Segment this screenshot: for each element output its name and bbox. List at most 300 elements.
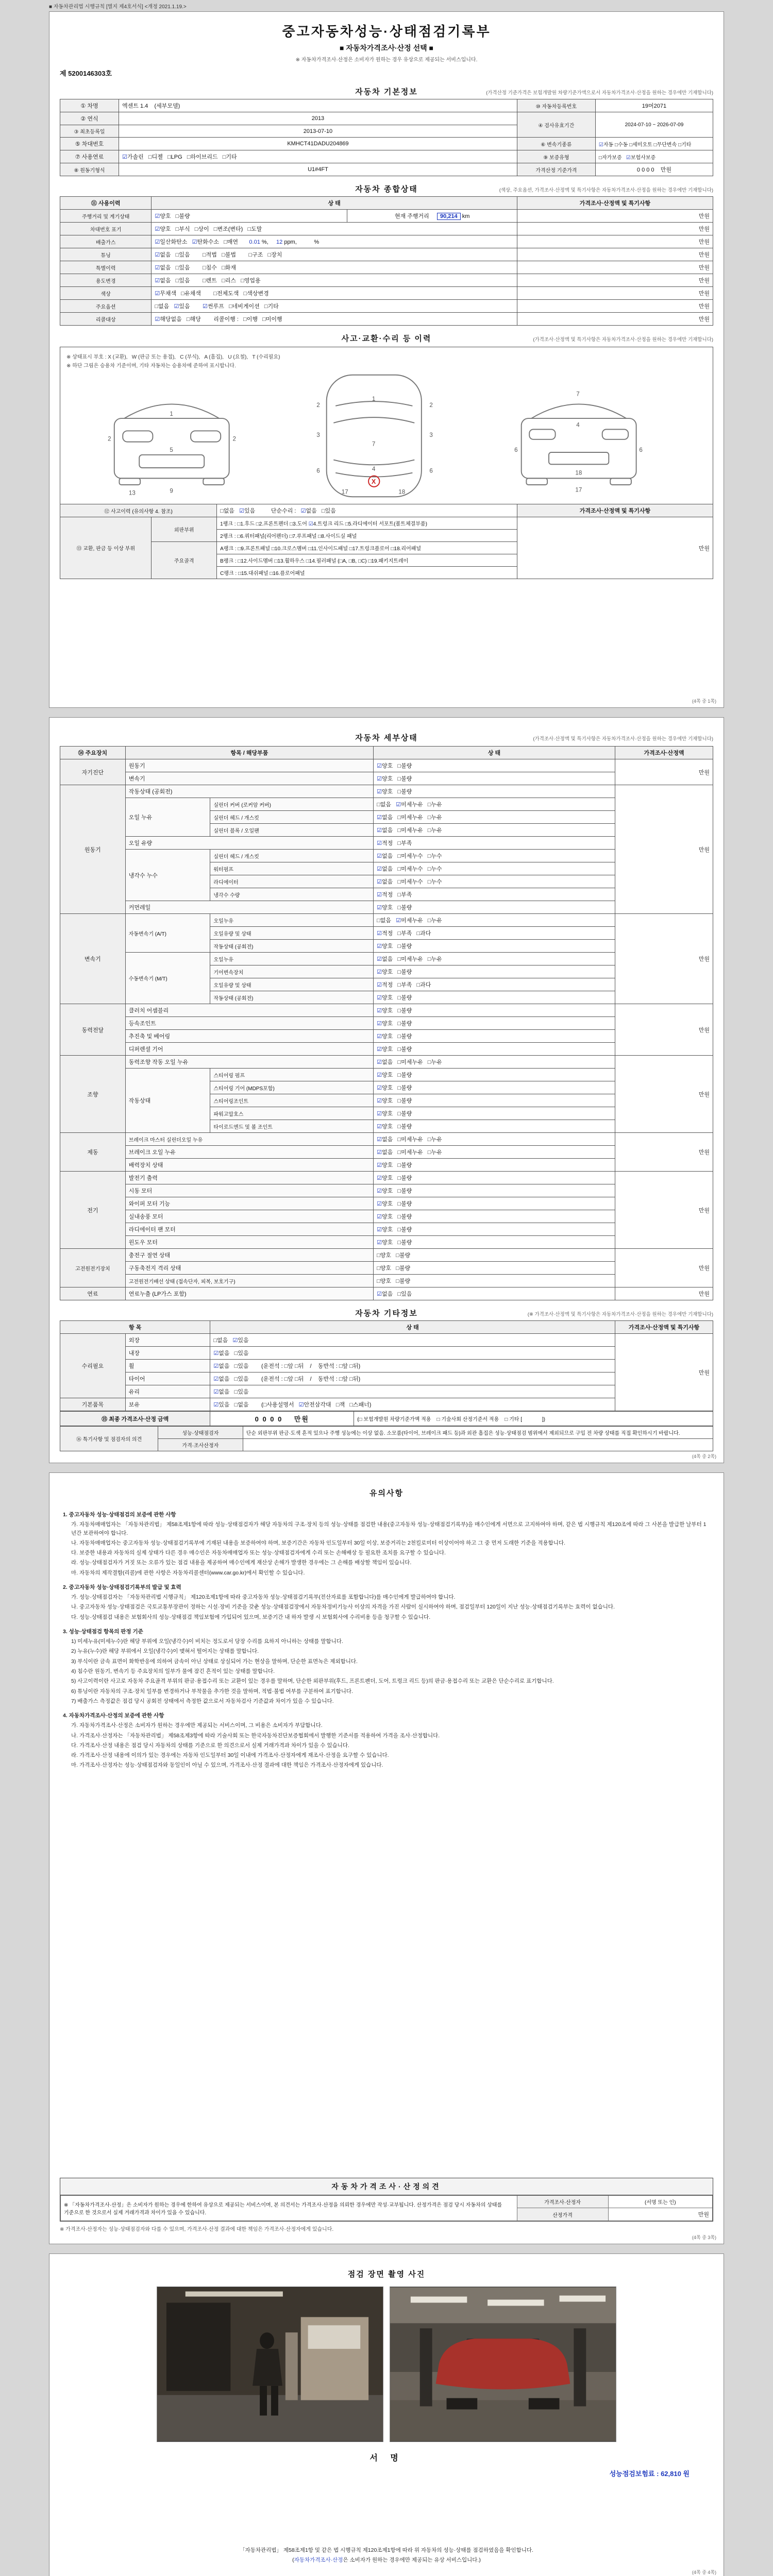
page-4 [49, 2253, 724, 2576]
table-cell: 만원 [517, 300, 713, 313]
table-cell: 만원 [615, 1004, 713, 1056]
table-cell: ⑦ 사용연료 [60, 150, 119, 163]
svg-text:17: 17 [575, 486, 582, 494]
table-cell: 오일유량 및 상태 [210, 978, 374, 991]
fee-label: 성능점검보험료 : [609, 2470, 659, 2478]
table-cell: KMHCT41DADU204869 [119, 138, 517, 150]
table-cell: ☑양호 □불량 [374, 1172, 615, 1184]
table-cell: 외장 [125, 1334, 210, 1347]
svg-text:6: 6 [429, 467, 433, 474]
table-cell: ☑양호 □불량 [374, 991, 615, 1004]
table-cell: ③ 최초등록일 [60, 125, 119, 138]
table-cell: B랭크 : □12.사이드멤버 □13.휠하우스 □14.필러패널 (□A, □B, □C) □19.패키지트레이 [217, 554, 517, 567]
section-notice [60, 1487, 713, 1498]
table-cell: 튜닝 [60, 248, 152, 261]
table-cell: ☑양호 □불량 [374, 940, 615, 953]
table-cell: 만원 [615, 1133, 713, 1172]
section-note-overall: (색상, 주요옵션, 가격조사·산정액 및 특기사항은 자동차가격조사·산정을 원하는 경우에만 기재합니다) [499, 188, 713, 193]
table-cell: ☑없음 □있음 □적법 □불법 □구조 □장치 [152, 248, 517, 261]
table-cell: 1랭크 : □1.후드 □2.프론트펜더 □3.도어 ☑4.트렁크 리드 □5.라디에이터 서포트(볼트체결부품) [217, 517, 517, 530]
table-cell: ☑양호 □불량 [374, 1030, 615, 1043]
table-cell: 실내송풍 모터 [125, 1210, 373, 1223]
inspector-opinion-table [60, 1426, 713, 1451]
table-cell: ☑양호 □불량 [374, 1107, 615, 1120]
table-cell: 산정가격 [517, 2208, 608, 2221]
table-cell: ⑤ 차대번호 [60, 138, 119, 150]
section-note-basic: (가격산정 기준가격은 보험개발원 차량기준가액으로서 자동차가격조사·산정을 원하는 경우에만 기재합니다) [486, 90, 713, 96]
table-cell: 보유 [125, 1398, 210, 1411]
table-cell: 브레이크 오일 누유 [125, 1146, 373, 1159]
svg-text:7: 7 [372, 440, 376, 448]
table-cell: ☑없음 □있음 (운전석 : □앞 □뒤 / 동반석 : □앞 □뒤) [210, 1360, 615, 1372]
section-title-overall: 자동차 종합상태 [355, 185, 418, 194]
table-cell: 와이퍼 모터 기능 [125, 1197, 373, 1210]
page-number: (4쪽 중 4쪽) [692, 2570, 716, 2575]
table-cell [243, 1439, 713, 1451]
table-cell: (□ 보험개발원 차량기준가액 적용 □ 기술사회 산정기준서 적용 □ 기타 [ ]) [354, 1412, 713, 1426]
table-cell: 작동상태 (공회전) [210, 991, 374, 1004]
svg-text:2: 2 [108, 435, 111, 443]
damage-code-legend: ※ 상태표시 부호 : X (교환), W (판금 또는 용접), C (부식), A (흠집), U (요철), T (수리필요) [66, 354, 280, 360]
inspection-photo-right [390, 2286, 616, 2442]
table-cell: ☑양호 □불량 [374, 1184, 615, 1197]
table-cell: 오일 유량 [125, 837, 373, 850]
table-cell: ☑없음 □있음 [210, 1385, 615, 1398]
svg-text:2: 2 [429, 401, 433, 409]
table-cell: ☑양호 □불량 [374, 772, 615, 785]
svg-text:4: 4 [576, 421, 580, 429]
table-cell: ☑가솔린 □디젤 □LPG □하이브리드 □기타 [119, 150, 517, 163]
svg-text:5: 5 [170, 447, 173, 454]
table-cell: 특별이력 [60, 261, 152, 274]
document-header [60, 19, 713, 64]
table-cell: 타이로드엔드 및 볼 조인트 [210, 1120, 374, 1133]
table-cell: 스티어링 기어 (MDPS포함) [210, 1081, 374, 1094]
notice-line: 가. 자동차매매업자는 「자동차관리법」 제58조제1항에 따라 성능·상태점검자가 해당 자동차의 구조·장치 등의 성능·상태를 점검한 내용(중고자동차 성능·상태점검기록부)을 매수인에게 서면으로 고지하여야 하며, 같은 법 시행규칙 제120조에 따라 그 사본을 발급한 날부터 1년간 보관하여야 합니다. [71, 1521, 707, 1536]
table-cell: 만원 [517, 313, 713, 326]
table-cell: 구동축전지 격리 상태 [125, 1262, 373, 1275]
section-title-etc: 자동차 기타정보 [355, 1309, 418, 1318]
table-cell: ☑양호 □불량 [374, 1017, 615, 1030]
table-cell: 등속조인트 [125, 1017, 373, 1030]
table-cell: 파워고압호스 [210, 1107, 374, 1120]
svg-text:1: 1 [170, 411, 173, 418]
final-price-table [60, 1411, 713, 1426]
document-header-note: ※ 자동차가격조사·산정은 소비자가 원하는 경우 유상으로 제공되는 서비스입니다. [295, 57, 478, 63]
notice-line: 1) 미세누유(미세누수)란 해당 부위에 오일(냉각수)이 비치는 정도로서 당장 수리를 요하지 아니하는 상태를 말합니다. [71, 1638, 343, 1645]
table-cell: ☑양호 □부식 □상이 □변조(변타) □도말 [152, 223, 517, 235]
table-cell: 배출가스 [60, 235, 152, 248]
table-cell: 만원 [517, 248, 713, 261]
table-cell: 가격조사·산정액 및 특기사항 [517, 504, 713, 517]
section-note-etc: (※ 가격조사·산정액 및 특기사항은 자동차가격조사·산정을 원하는 경우에만 기재합니다) [527, 1312, 713, 1317]
table-cell: 단순 외판부위 판금·도색 흔적 있으나 주행 성능에는 이상 없음. 소모품(타이어, 브레이크 패드 등)과 외관 흠집은 성능·상태점검 범위에서 제외되므로 구입 전 차량 상태를 직접 확인하시기 바랍니다. [243, 1427, 713, 1439]
table-cell: 실린더 헤드 / 개스킷 [210, 811, 374, 824]
table-cell: 만원 [517, 274, 713, 287]
table-cell: 원동기 [60, 785, 126, 914]
table-cell: 고전원전기장치 [60, 1249, 126, 1287]
table-cell: 연료 [60, 1287, 126, 1300]
table-cell: ⑮ 최종 가격조사·산정 금액 [60, 1412, 210, 1426]
table-cell: ⑬ 교환, 판금 등 이상 부위 [60, 517, 152, 579]
notice-line: 나. 가격조사·산정자는 「자동차관리법」 제58조제3항에 따라 기술사회 또는 한국자동차진단보증협회에서 발행한 기준서를 적용하여 가격을 조사·산정합니다. [71, 1732, 440, 1739]
table-cell: ☑적정 □부족 □과다 [374, 927, 615, 940]
table-cell: 라디에이터 팬 모터 [125, 1223, 373, 1236]
table-cell: 엑센트 1.4 (세부모델) [119, 99, 517, 112]
table-cell: 외판부위 [152, 517, 217, 542]
section-etc [60, 1308, 713, 1318]
table-cell: ☑있음 □없음 (□사용설명서 ☑안전삼각대 □잭 □스패너) [210, 1398, 615, 1411]
svg-text:X: X [371, 478, 376, 486]
notice-line: 5) 사고이력이란 사고로 자동차 주요골격 부위의 판금·용접수리 또는 교환이 있는 경우를 말하며, 단순한 외판부위(후드, 프론트펜더, 도어, 트렁크 리드 등)의 판금·용접수리 또는 교환은 단순수리로 표기합니다. [71, 1678, 554, 1685]
notice-line: 나. 중고자동차 성능·상태점검은 국토교통부장관이 정하는 시설·장비 기준을 갖춘 성능·상태점검장에서 자동차정비기능사 이상의 자격을 가진 사람이 실시하여야 하며, 점검일부터 120일이 지난 성능·상태점검기록부는 효력이 없습니다. [71, 1604, 615, 1611]
table-cell: ⑪ 사용이력 [60, 197, 152, 210]
table-cell: □양호 □불량 [374, 1262, 615, 1275]
table-cell: 상 태 [374, 747, 615, 759]
table-cell: ☑없음 □있음 [374, 1287, 615, 1300]
signature-title: 서 명 [369, 2454, 404, 2463]
table-cell: ☑양호 □불량 [374, 1159, 615, 1172]
table-cell: 만원 [615, 1056, 713, 1133]
table-cell: 2랭크 : □6.쿼터패널(리어펜더) □7.루프패널 □8.사이드실 패널 [217, 530, 517, 542]
table-cell: ⑫ 사고이력 (유의사항 4. 참조) [60, 504, 217, 517]
table-cell: 수리필요 [60, 1334, 126, 1398]
table-cell: ☑없음 □미세누유 □누유 [374, 1146, 615, 1159]
table-cell: 오일 누유 [125, 798, 210, 837]
table-cell: 항목 / 해당부품 [125, 747, 373, 759]
table-cell: 자동변속기 (A/T) [125, 914, 210, 953]
notice-line: 7) 배출가스 측정값은 점검 당시 공회전 상태에서 측정한 값으로서 자동차검사 기준값과 차이가 있을 수 있습니다. [71, 1698, 334, 1704]
table-cell: 만원 [615, 1172, 713, 1249]
table-cell: 19머2071 [595, 99, 713, 112]
notice-line: 다. 성능·상태점검 내용은 보험회사의 성능·상태점검 책임보험에 가입되어 있으며, 보증기간 내 하자 발생 시 보험회사에 수리비용 등을 청구할 수 있습니다. [71, 1614, 431, 1620]
table-cell: 만원 [615, 1334, 713, 1411]
table-cell: 내장 [125, 1347, 210, 1360]
table-cell: ⑥ 변속기종류 [517, 138, 595, 150]
table-cell: 브레이크 마스터 실린더오일 누유 [125, 1133, 373, 1146]
section-note-detail: (가격조사·산정액 및 특기사항은 자동차가격조사·산정을 원하는 경우에만 기재합니다) [533, 736, 713, 742]
price-opinion-title: 자동차가격조사·산정의견 [60, 2178, 713, 2195]
table-cell: ※ 「자동차가격조사·산정」은 소비자가 원하는 경우에 한하여 유상으로 제공되는 서비스이며, 본 의견서는 가격조사·산정을 의뢰한 경우에만 작성·교부됩니다. 산정가격은 점검 당시 자동차의 상태를 기준으로 한 것으로서 실제 거래가격과 차이가 있을 수 있습니다. [61, 2196, 517, 2221]
table-cell: 만원 [517, 235, 713, 248]
table-cell: ⑯ 특기사항 및 점검자의 의견 [60, 1427, 158, 1451]
section-photos [60, 2268, 713, 2279]
section-title-detail: 자동차 세부상태 [355, 734, 418, 742]
svg-text:2: 2 [316, 401, 320, 409]
table-cell: 유리 [125, 1385, 210, 1398]
table-cell: 상 태 [152, 197, 517, 210]
table-cell: □없음 ☑있음 단순수리 : ☑없음 □있음 [217, 504, 517, 517]
table-cell: ☑양호 □불량 [374, 1069, 615, 1081]
page-1 [49, 11, 724, 708]
table-cell: 변속기 [125, 772, 373, 785]
table-cell: 기어변속장치 [210, 965, 374, 978]
notice-line: 4) 침수란 원동기, 변속기 등 주요장치의 일부가 물에 잠긴 흔적이 있는 상태를 말합니다. [71, 1668, 275, 1674]
table-cell: 주행거리 및 계기상태 [60, 210, 152, 223]
table-cell: ☑양호 □불량 [374, 1043, 615, 1056]
table-cell: ⑧ 원동기형식 [60, 163, 119, 176]
table-cell: ② 연식 [60, 112, 119, 125]
svg-text:7: 7 [576, 391, 580, 398]
legal-line-2: (자동차가격조사·산정은 소비자가 원하는 경우에만 제공되는 유상 서비스입니다.) [292, 2557, 481, 2564]
table-cell: 0 0 0 0 만원 [595, 163, 713, 176]
table-cell: 기본품목 [60, 1398, 126, 1411]
table-cell: 실린더 헤드 / 개스킷 [210, 850, 374, 862]
table-cell: 시동 모터 [125, 1184, 373, 1197]
table-cell: ☑없음 □있음 [210, 1347, 615, 1360]
page-number: (4쪽 중 3쪽) [692, 2235, 716, 2240]
table-cell: 타이어 [125, 1372, 210, 1385]
table-cell: ☑적정 □부족 [374, 837, 615, 850]
table-cell: ☑양호 □불량 [374, 901, 615, 914]
svg-text:4: 4 [372, 465, 376, 472]
notice-line: 다. 가격조사·산정 내용은 점검 당시 자동차의 상태를 기준으로 한 의견으로서 실제 거래가격과 차이가 있을 수 있습니다. [71, 1742, 349, 1749]
table-cell: 클러치 어셈블리 [125, 1004, 373, 1017]
table-cell: 충전구 절연 상태 [125, 1249, 373, 1262]
svg-text:18: 18 [398, 488, 406, 496]
table-cell: 상 태 [210, 1321, 615, 1334]
table-cell: C랭크 : □15.대쉬패널 □16.플로어패널 [217, 567, 517, 579]
price-opinion-box [60, 2178, 713, 2222]
svg-text:6: 6 [514, 447, 518, 454]
table-cell: □양호 □불량 [374, 1275, 615, 1287]
table-cell: ☑양호 □불량 [374, 1197, 615, 1210]
price-opinion-table [60, 2195, 713, 2221]
table-cell: 현재 주행거리 90,214 km [347, 210, 517, 223]
table-cell: 고전원전기배선 상태 (접속단자, 피복, 보호기구) [125, 1275, 373, 1287]
car-damage-diagram-box [60, 347, 713, 504]
table-cell: 0 0 0 0 만원 [210, 1412, 354, 1426]
etc-info-table [60, 1320, 713, 1411]
table-cell: ⑭ 주요장치 [60, 747, 126, 759]
table-cell: U1#4FT [119, 163, 517, 176]
table-cell: ☑양호 □불량 [374, 965, 615, 978]
front-view-part-numbers [108, 411, 236, 496]
svg-text:6: 6 [639, 447, 643, 454]
table-cell: ☑양호 □불량 [374, 785, 615, 798]
table-cell: ☑양호 □불량 [374, 1094, 615, 1107]
table-cell: 만원 [615, 759, 713, 785]
page-number: (4쪽 중 2쪽) [692, 1454, 716, 1459]
table-cell: 동력조향 작동 오일 누유 [125, 1056, 373, 1069]
overall-condition-table [60, 196, 713, 326]
section-note-accident: (가격조사·산정액 및 특기사항은 자동차가격조사·산정을 원하는 경우에만 기재합니다) [533, 337, 713, 343]
accident-history-table [60, 504, 713, 579]
table-cell: 휠 [125, 1360, 210, 1372]
table-cell: 만원 [615, 1287, 713, 1300]
table-cell: ☑양호 □불량 [374, 1120, 615, 1133]
table-cell: 스티어링조인트 [210, 1094, 374, 1107]
table-cell: 동력전달 [60, 1004, 126, 1056]
document-number: 제 5200146303호 [60, 70, 112, 77]
table-cell: 오일누유 [210, 914, 374, 927]
svg-text:3: 3 [429, 431, 433, 438]
page-number: (4쪽 중 1쪽) [692, 699, 716, 704]
fee-value: 62,810 원 [661, 2470, 690, 2478]
inspection-insurance-fee [60, 2468, 713, 2478]
notice-line: 1. 중고자동차 성능·상태점검의 보증에 관한 사항 [63, 1512, 176, 1518]
table-cell: ☑없음 □미세누유 □누유 [374, 824, 615, 837]
table-cell: 작동상태 (공회전) [210, 940, 374, 953]
svg-text:2: 2 [232, 435, 236, 443]
table-cell: 원동기 [125, 759, 373, 772]
svg-text:1: 1 [372, 396, 376, 403]
table-cell: 주요옵션 [60, 300, 152, 313]
table-cell: □없음 ☑미세누유 □누유 [374, 798, 615, 811]
table-cell: ☑양호 □불량 [152, 210, 347, 223]
table-cell: 만원 [517, 261, 713, 274]
table-cell: 실린더 블록 / 오일팬 [210, 824, 374, 837]
basic-info-table [60, 99, 713, 176]
table-cell: ☑없음 □미세누수 □누수 [374, 850, 615, 862]
table-cell: ☑양호 □불량 [374, 1236, 615, 1249]
table-cell: 제동 [60, 1133, 126, 1172]
damage-diagram-note: ※ 하단 그림은 승용차 기준이며, 기타 자동차는 승용차에 준하여 표시합니다. [66, 363, 236, 369]
section-overall [60, 183, 713, 194]
table-cell: 가격조사·산정액 및 특기사항 [517, 197, 713, 210]
table-cell: 작동상태 (공회전) [125, 785, 373, 798]
table-cell: 2024-07-10 ~ 2026-07-09 [595, 112, 713, 138]
notice-line: 라. 가격조사·산정 내용에 이의가 있는 경우에는 자동차 인도일부터 30일 이내에 가격조사·산정자에게 재조사·산정을 요구할 수 있습니다. [71, 1752, 389, 1759]
table-cell: 주요골격 [152, 542, 217, 579]
table-cell: 만원 [517, 210, 713, 223]
table-cell: ④ 검사유효기간 [517, 112, 595, 138]
table-cell: 냉각수 누수 [125, 850, 210, 901]
svg-text:13: 13 [128, 489, 136, 497]
table-cell: □없음 ☑있음 [210, 1334, 615, 1347]
table-cell: 만원 [615, 914, 713, 1004]
inspection-photo-left [157, 2286, 383, 2442]
svg-text:18: 18 [575, 469, 582, 477]
table-cell: 냉각수 수량 [210, 888, 374, 901]
table-cell: ☑양호 □불량 [374, 1210, 615, 1223]
table-cell: 만원 [517, 517, 713, 579]
table-cell: ☑일산화탄소 ☑탄화수소 □매연 0.01 %, 12 ppm, % [152, 235, 517, 248]
table-cell: ☑없음 □미세누수 □누수 [374, 862, 615, 875]
table-cell: 차대번호 표기 [60, 223, 152, 235]
table-cell: 변속기 [60, 914, 126, 1004]
table-cell: 디퍼렌셜 기어 [125, 1043, 373, 1056]
table-cell: 가격·조사산정자 [158, 1439, 243, 1451]
table-cell: 2013 [119, 112, 517, 125]
table-cell: 리콜대상 [60, 313, 152, 326]
table-cell: ☑없음 □미세누유 □누유 [374, 811, 615, 824]
table-cell: ☑양호 □불량 [374, 1081, 615, 1094]
svg-text:17: 17 [341, 488, 348, 496]
table-cell: ☑없음 □미세누수 □누수 [374, 875, 615, 888]
table-cell: 배력장치 상태 [125, 1159, 373, 1172]
notice-line: 나. 자동차매매업자는 중고자동차 성능·상태점검기록부에 기재된 내용을 보증하여야 하며, 보증기간은 자동차 인도일부터 30일 이상, 보증거리는 2천킬로미터 이상이어야 하고 그 중 먼저 도래한 기준을 적용합니다. [71, 1539, 566, 1546]
svg-text:6: 6 [316, 467, 320, 474]
table-cell: □없음 ☑미세누유 □누유 [374, 914, 615, 927]
table-cell: ☑없음 □있음 (운전석 : □앞 □뒤 / 동반석 : □앞 □뒤) [210, 1372, 615, 1385]
table-cell: 2013-07-10 [119, 125, 517, 138]
notice-line: 2. 중고자동차 성능·상태점검기록부의 발급 및 효력 [63, 1584, 181, 1590]
table-cell: 연료누출 (LP가스 포함) [125, 1287, 373, 1300]
table-cell: 추진축 및 베어링 [125, 1030, 373, 1043]
table-cell: 오일누유 [210, 953, 374, 965]
photo-car-on-lift [390, 2287, 616, 2442]
photo-workshop-inspector [157, 2287, 383, 2442]
section-accident [60, 333, 713, 344]
notice-line: 2) 누유(누수)란 해당 부위에서 오일(냉각수)이 맺혀서 떨어지는 상태를 말합니다. [71, 1648, 259, 1655]
price-opinion-footnote: ※ 가격조사·산정자는 성능·상태점검자와 다를 수 있으며, 가격조사·산정 결과에 대한 책임은 가격조사·산정자에게 있습니다. [60, 2227, 334, 2232]
inspection-photos [60, 2286, 713, 2442]
table-cell: ☑없음 □미세누유 □누유 [374, 953, 615, 965]
section-basic-info [60, 86, 713, 97]
table-cell: (서명 또는 인) [608, 2196, 712, 2208]
table-cell: ☑없음 □있음 □침수 □화재 [152, 261, 517, 274]
table-cell: 수동변속기 (M/T) [125, 953, 210, 1004]
table-cell: ☑자동 □수동 □세미오토 □무단변속 □기타 [595, 138, 713, 150]
table-cell: 만원 [517, 223, 713, 235]
notice-line: 마. 가격조사·산정자는 성능·상태점검자와 동일인이 아닐 수 있으며, 가격조사·산정 결과에 대한 책임은 가격조사·산정자에게 있습니다. [71, 1762, 383, 1769]
page-2 [49, 717, 724, 1463]
table-cell: 오일유량 및 상태 [210, 927, 374, 940]
legal-line-1: 「자동차관리법」 제58조제1항 및 같은 법 시행규칙 제120조제1항에 따라 위 자동차의 성능·상태를 점검하였음을 확인합니다. [240, 2547, 533, 2554]
notice-line: 다. 보증한 내용과 자동차의 실제 상태가 다른 경우 매수인은 자동차매매업자 또는 성능·상태점검자에게 수리 또는 손해배상 등 필요한 조치를 요구할 수 있습니다. [71, 1550, 446, 1556]
table-cell: 용도변경 [60, 274, 152, 287]
table-cell: □자가보증 ☑보험사보증 [595, 150, 713, 163]
notice-line: 4. 자동차가격조사·산정의 보증에 관한 사항 [63, 1713, 164, 1719]
table-cell: ☑없음 □있음 □렌트 □리스 □영업용 [152, 274, 517, 287]
table-cell: ☑양호 □불량 [374, 1223, 615, 1236]
table-cell: 워터펌프 [210, 862, 374, 875]
table-cell: 색상 [60, 287, 152, 300]
section-title-basic: 자동차 기본정보 [355, 88, 418, 96]
table-cell: 커먼레일 [125, 901, 373, 914]
table-cell: 스티어링 펌프 [210, 1069, 374, 1081]
table-cell: ☑적정 □부족 □과다 [374, 978, 615, 991]
section-title-notice: 유의사항 [369, 1489, 404, 1498]
table-cell: 항 목 [60, 1321, 210, 1334]
table-cell: ⑩ 자동차등록번호 [517, 99, 595, 112]
table-cell: 조향 [60, 1056, 126, 1133]
table-cell: ① 차명 [60, 99, 119, 112]
table-cell: 가격조사·산정액 [615, 747, 713, 759]
table-cell: ☑양호 □불량 [374, 1004, 615, 1017]
table-cell: ☑해당없음 □해당 리콜이행 : □이행 □미이행 [152, 313, 517, 326]
table-cell: ⑨ 보증유형 [517, 150, 595, 163]
form-reference: ■ 자동차관리법 시행규칙 [별지 제4호서식] <개정 2021.1.19.> [49, 4, 187, 10]
table-cell: □양호 □불량 [374, 1249, 615, 1262]
svg-text:3: 3 [316, 431, 320, 438]
table-cell: 작동상태 [125, 1069, 210, 1133]
section-title-photos: 점검 장면 촬영 사진 [347, 2270, 426, 2279]
table-cell: ☑무채색 □유채색 □전체도색 □색상변경 [152, 287, 517, 300]
notice-line: 6) 튜닝이란 자동차의 구조·장치 일부를 변경하거나 부착물을 추가한 것을 말하며, 적법·불법 여부를 구분하여 표기합니다. [71, 1688, 353, 1694]
table-cell: 윈도우 모터 [125, 1236, 373, 1249]
svg-text:9: 9 [170, 487, 173, 495]
document-subtitle: ■ 자동차가격조사·산정 선택 ■ [339, 44, 433, 52]
section-detail [60, 732, 713, 743]
table-cell: 만원 [615, 785, 713, 914]
table-cell: 자기진단 [60, 759, 126, 785]
table-cell: □없음 ☑있음 ☑썬루프 □네비게이션 □기타 [152, 300, 517, 313]
page-3 [49, 1472, 724, 2244]
detail-condition-table [60, 746, 713, 1300]
notice-line: 가. 성능·상태점검자는 「자동차관리법 시행규칙」 제120조제1항에 따라 중고자동차 성능·상태점검기록부(전산자료를 포함합니다)를 매수인에게 발급하여야 합니다. [71, 1594, 456, 1601]
table-cell: 전기 [60, 1172, 126, 1249]
table-cell: 성능·상태점검자 [158, 1427, 243, 1439]
table-cell: 실린더 커버 (로커암 커버) [210, 798, 374, 811]
notice-line: 라. 성능·상태점검자가 거짓 또는 오류가 있는 점검 내용을 제공하여 매수인에게 재산상 손해가 발생한 경우에는 그 손해를 배상할 책임이 있습니다. [71, 1560, 412, 1566]
table-cell: A랭크 : □9.프론트패널 □10.크로스멤버 □11.인사이드패널 □17.트렁크플로어 □18.리어패널 [217, 542, 517, 554]
table-cell: 발전기 출력 [125, 1172, 373, 1184]
table-cell: ☑없음 □미세누유 □누유 [374, 1133, 615, 1146]
car-damage-diagram [82, 371, 691, 501]
table-cell: 만원 [517, 287, 713, 300]
